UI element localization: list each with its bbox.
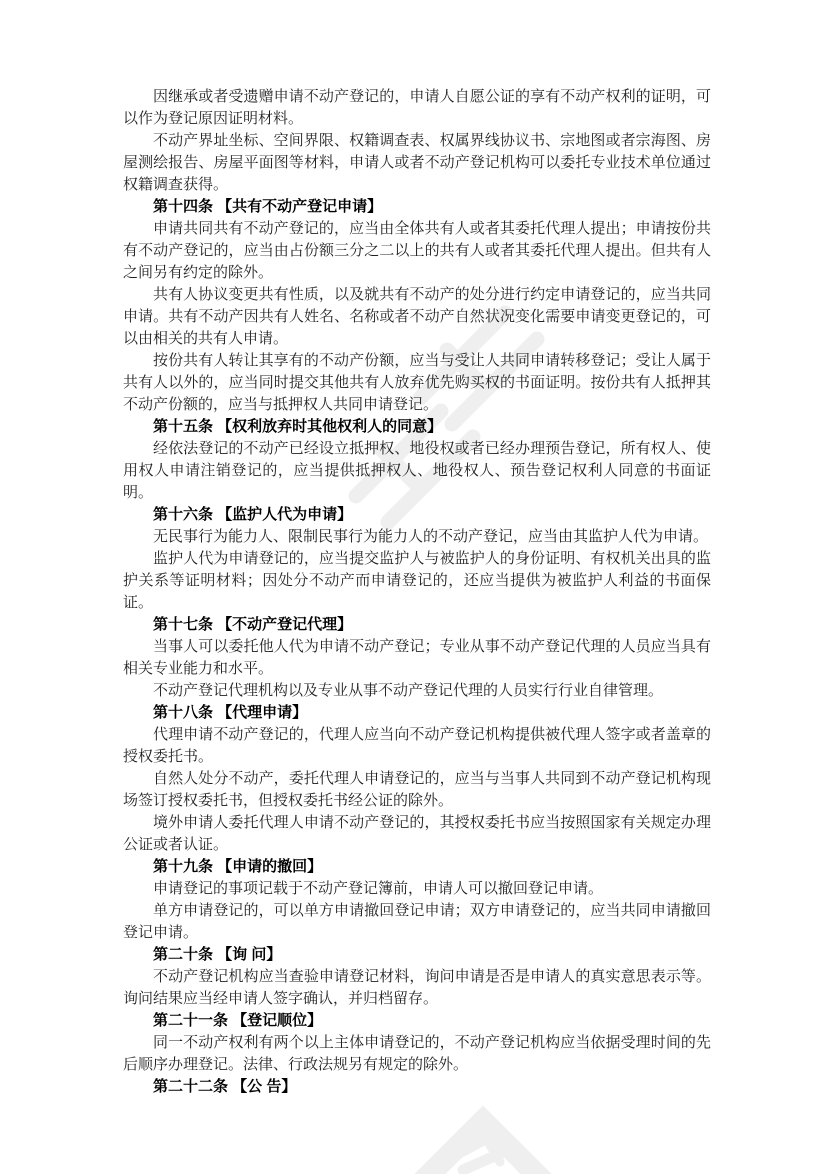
document-body xyxy=(123,86,711,1098)
paragraph: 当事人可以委托他人代为申请不动产登记；专业从事不动产登记代理的人员应当具有相关专业能力和水平。 xyxy=(123,639,711,677)
paragraph: 不动产登记机构应当查验申请登记材料，询问申请是否是申请人的真实意思表示等。询问结果应当经申请人签字确认，并归档留存。 xyxy=(123,969,711,1007)
paragraph: 同一不动产权利有两个以上主体申请登记的，不动产登记机构应当依据受理时间的先后顺序办理登记。法律、行政法规另有规定的除外。 xyxy=(123,1035,711,1073)
article-heading: 第十五条 【权利放弃时其他权利人的同意】 xyxy=(153,418,443,435)
paragraph: 监护人代为申请登记的，应当提交监护人与被监护人的身份证明、有权机关出具的监护关系等证明材料；因处分不动产而申请登记的，还应当提供为被监护人利益的书面保证。 xyxy=(123,551,711,611)
paragraph: 按份共有人转让其享有的不动产份额，应当与受让人共同申请转移登记；受让人属于共有人以外的，应当同时提交其他共有人放弃优先购买权的书面证明。按份共有人抵押其不动产份额的，应当与抵押权人共同申请登记。 xyxy=(123,353,711,413)
article-heading: 第十九条 【申请的撤回】 xyxy=(153,858,323,875)
article-heading: 第十六条 【监护人代为申请】 xyxy=(153,506,353,523)
paragraph: 不动产界址坐标、空间界限、权籍调查表、权属界线协议书、宗地图或者宗海图、房屋测绘报告、房屋平面图等材料，申请人或者不动产登记机构可以委托专业技术单位通过权籍调查获得。 xyxy=(123,133,711,193)
article-heading: 第十四条 【共有不动产登记申请】 xyxy=(153,198,383,215)
paragraph: 自然人处分不动产，委托代理人申请登记的，应当与当事人共同到不动产登记机构现场签订授权委托书，但授权委托书经公证的除外。 xyxy=(123,771,711,809)
article-heading: 第十八条 【代理申请】 xyxy=(153,704,308,721)
article-heading: 第十七条 【不动产登记代理】 xyxy=(153,616,353,633)
paragraph: 申请共同共有不动产登记的，应当由全体共有人或者其委托代理人提出；申请按份共有不动产登记的，应当由占份额三分之二以上的共有人或者其委托代理人提出。但共有人之间另有约定的除外。 xyxy=(123,221,711,281)
paragraph: 共有人协议变更共有性质，以及就共有不动产的处分进行约定申请登记的，应当共同申请。共有不动产因共有人姓名、名称或者不动产自然状况变化需要申请变更登记的，可以由相关的共有人申请。 xyxy=(123,287,711,347)
paragraph: 因继承或者受遗赠申请不动产登记的，申请人自愿公证的享有不动产权利的证明，可以作为登记原因证明材料。 xyxy=(123,89,711,127)
article-heading: 第二十二条 【公 告】 xyxy=(153,1078,297,1095)
paragraph: 经依法登记的不动产已经设立抵押权、地役权或者已经办理预告登记，所有权人、使用权人申请注销登记的，应当提供抵押权人、地役权人、预告登记权利人同意的书面证明。 xyxy=(123,441,711,501)
paragraph: 单方申请登记的，可以单方申请撤回登记申请；双方申请登记的，应当共同申请撤回登记申请。 xyxy=(123,903,711,941)
paragraph: 代理申请不动产登记的，代理人应当向不动产登记机构提供被代理人签字或者盖章的授权委托书。 xyxy=(123,727,711,765)
paragraph: 无民事行为能力人、限制民事行为能力人的不动产登记，应当由其监护人代为申请。 xyxy=(153,529,709,545)
paragraph: 申请登记的事项记载于不动产登记簿前，申请人可以撤回登记申请。 xyxy=(153,881,604,897)
article-heading: 第二十一条 【登记顺位】 xyxy=(153,1012,323,1029)
paragraph: 不动产登记代理机构以及专业从事不动产登记代理的人员实行行业自律管理。 xyxy=(153,683,664,699)
paragraph: 境外申请人委托代理人申请不动产登记的，其授权委托书应当按照国家有关规定办理公证或者认证。 xyxy=(123,815,711,853)
article-heading: 第二十条 【询 问】 xyxy=(153,946,282,963)
watermark-bottom xyxy=(408,1121,558,1174)
